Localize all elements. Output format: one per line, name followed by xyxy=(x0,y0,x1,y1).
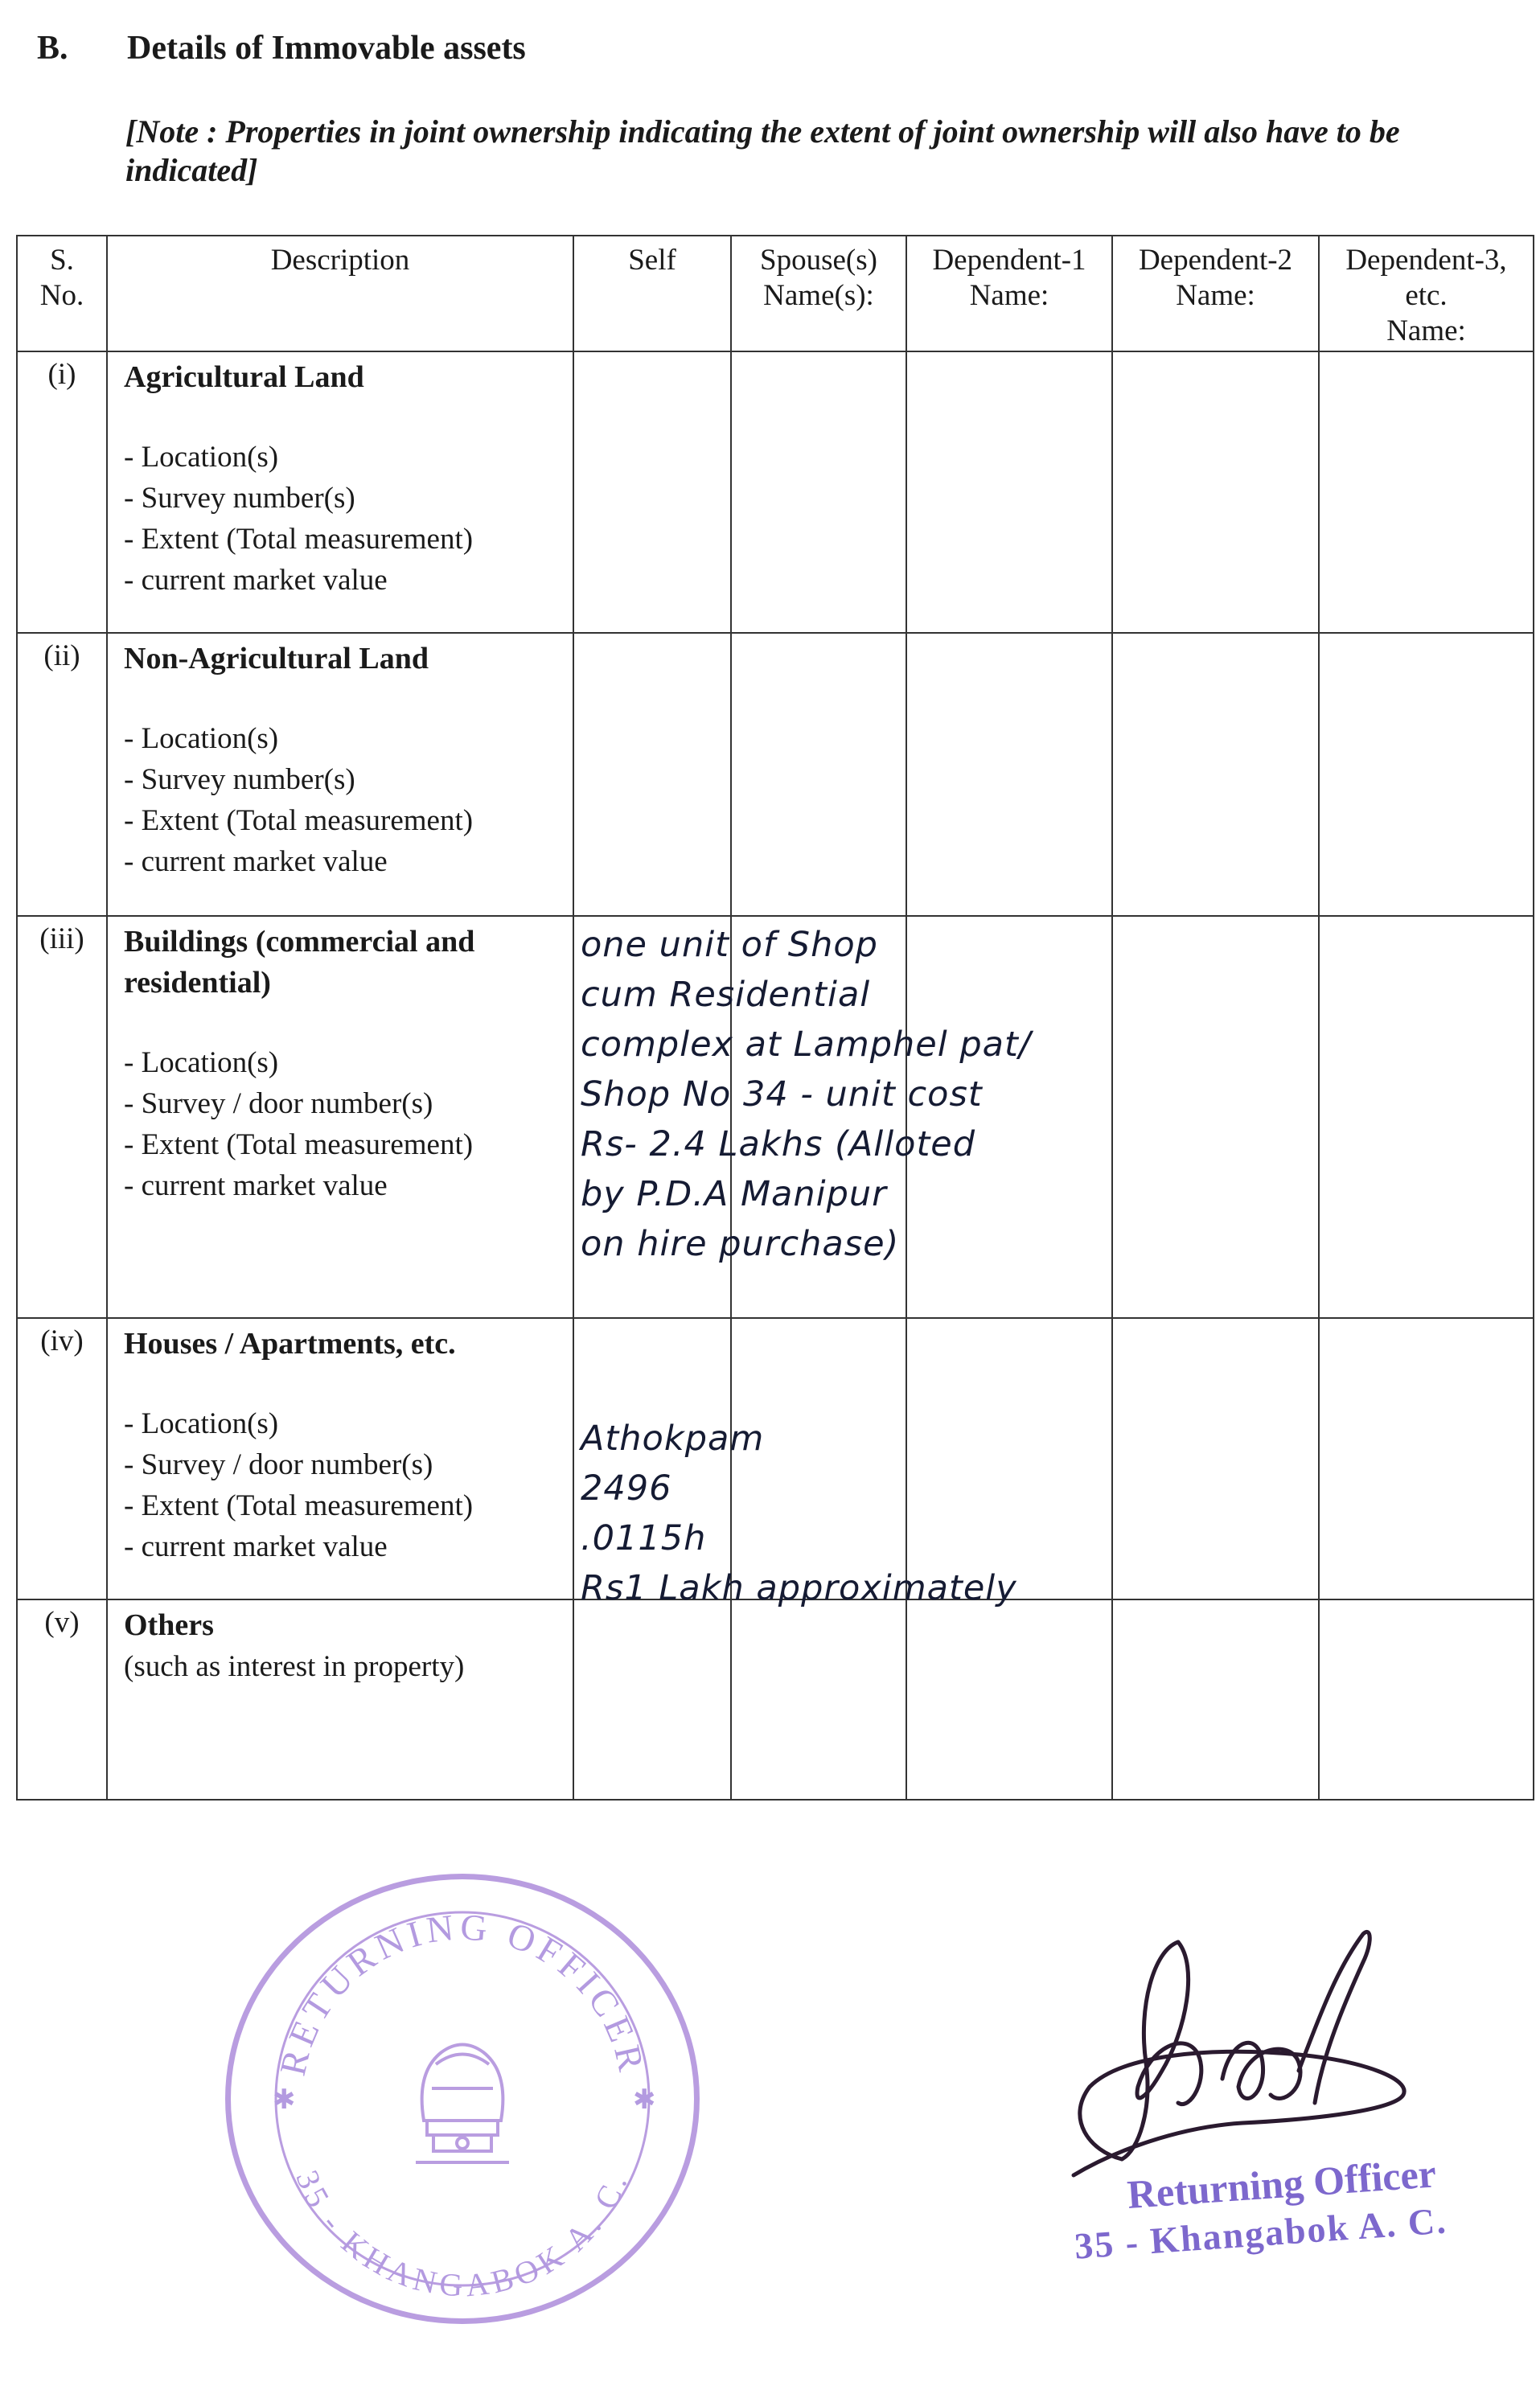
header-sno: S. No. xyxy=(17,236,107,351)
officer-constituency: 35 - Khangabok A. C. xyxy=(1073,2199,1449,2267)
row-title: Buildings (commercial and residential) xyxy=(124,925,475,1000)
row-sno: (iv) xyxy=(17,1318,107,1599)
svg-text:✱: ✱ xyxy=(633,2084,656,2116)
handwritten-entry: one unit of Shop cum Residential complex at Lamphel pat/ Shop No 34 - unit cost Rs- 2.4 Lakhs (Alloted by P.D.A Manipur on hire purchase) xyxy=(581,925,1032,1264)
header-dependent-3: Dependent-3, etc. Name: xyxy=(1319,236,1534,351)
row-description xyxy=(107,1599,573,1800)
section-number: B. xyxy=(37,30,68,67)
cell-dependent-3 xyxy=(1319,916,1534,1318)
cell-spouse xyxy=(731,1599,906,1800)
cell-dependent-2 xyxy=(1112,633,1319,916)
row-item: - Location(s) xyxy=(124,722,279,755)
handwritten-entry: Athokpam 2496 .0115h Rs1 Lakh approximately xyxy=(581,1419,1017,1608)
section-heading xyxy=(37,29,526,68)
row-item: - current market value xyxy=(124,845,388,878)
seal-graphic xyxy=(231,1879,694,2318)
cell-self xyxy=(573,1318,1017,1608)
row-description xyxy=(107,633,573,916)
cell-dependent-1 xyxy=(906,351,1112,633)
row-sno: (v) xyxy=(17,1599,107,1800)
row-item: - current market value xyxy=(124,1530,388,1563)
header-description: Description xyxy=(107,236,573,351)
header-spouse: Spouse(s) Name(s): xyxy=(731,236,906,351)
cell-dependent-3 xyxy=(1319,1599,1534,1800)
row-item: - Location(s) xyxy=(124,1407,279,1440)
row-item: - current market value xyxy=(124,564,388,597)
row-sno: (i) xyxy=(17,351,107,633)
row-item: - Survey number(s) xyxy=(124,763,355,796)
row-description xyxy=(107,351,573,633)
row-item: - Extent (Total measurement) xyxy=(124,1128,474,1161)
section-title: Details of Immovable assets xyxy=(127,30,526,67)
returning-officer-seal xyxy=(225,1874,700,2324)
row-title: Houses / Apartments, etc. xyxy=(124,1327,456,1361)
cell-dependent-1 xyxy=(906,633,1112,916)
seal-top-text: RETURNING OFFICER xyxy=(271,1906,654,2080)
row-item: - Location(s) xyxy=(124,441,279,474)
header-dependent-2: Dependent-2 Name: xyxy=(1112,236,1319,351)
table-row xyxy=(17,633,1534,916)
officer-signature xyxy=(1057,1918,1435,2183)
cell-dependent-1 xyxy=(906,1599,1112,1800)
row-extra: (such as interest in property) xyxy=(124,1650,465,1683)
cell-dependent-2 xyxy=(1112,351,1319,633)
row-title: Others xyxy=(124,1608,214,1642)
row-item: - Survey / door number(s) xyxy=(124,1087,433,1120)
header-row xyxy=(17,236,1534,351)
row-item: - Survey number(s) xyxy=(124,482,355,515)
cell-spouse xyxy=(731,633,906,916)
cell-self xyxy=(573,633,731,916)
cell-dependent-3 xyxy=(1319,633,1534,916)
seal-bottom-text: 35 - KHANGABOK A. C. xyxy=(289,2165,636,2304)
row-sno: (iii) xyxy=(17,916,107,1318)
header-dependent-1: Dependent-1 Name: xyxy=(906,236,1112,351)
row-item: - Survey / door number(s) xyxy=(124,1448,433,1481)
row-item: - Extent (Total measurement) xyxy=(124,804,474,837)
row-description xyxy=(107,1318,573,1599)
cell-self xyxy=(573,916,1032,1318)
row-sno: (ii) xyxy=(17,633,107,916)
row-item: - Extent (Total measurement) xyxy=(124,523,474,556)
cell-dependent-3 xyxy=(1319,351,1534,633)
cell-spouse xyxy=(731,351,906,633)
cell-self xyxy=(573,1599,731,1800)
table-row xyxy=(17,1599,1534,1800)
cell-self xyxy=(573,351,731,633)
emblem-icon xyxy=(416,2045,509,2163)
row-item: - Extent (Total measurement) xyxy=(124,1489,474,1522)
svg-text:35 - KHANGABOK A. C. xyxy=(289,2166,635,2304)
table-row xyxy=(17,351,1534,633)
row-description xyxy=(107,916,573,1318)
row-item: - Location(s) xyxy=(124,1046,279,1079)
row-title: Non-Agricultural Land xyxy=(124,642,429,675)
section-note: [Note : Properties in joint ownership indicating the extent of joint ownership will also have to be indicated] xyxy=(125,113,1400,188)
header-self: Self xyxy=(573,236,731,351)
officer-title: Returning Officer xyxy=(1125,2150,1438,2217)
immovable-assets-table xyxy=(16,235,1534,1801)
cell-dependent-2 xyxy=(1112,1599,1319,1800)
row-item: - current market value xyxy=(124,1169,388,1202)
svg-text:✱: ✱ xyxy=(273,2084,296,2116)
table-row xyxy=(17,1318,1534,1599)
table-row xyxy=(17,916,1534,1318)
cell-dependent-3 xyxy=(1319,1318,1534,1599)
row-title: Agricultural Land xyxy=(124,360,364,394)
